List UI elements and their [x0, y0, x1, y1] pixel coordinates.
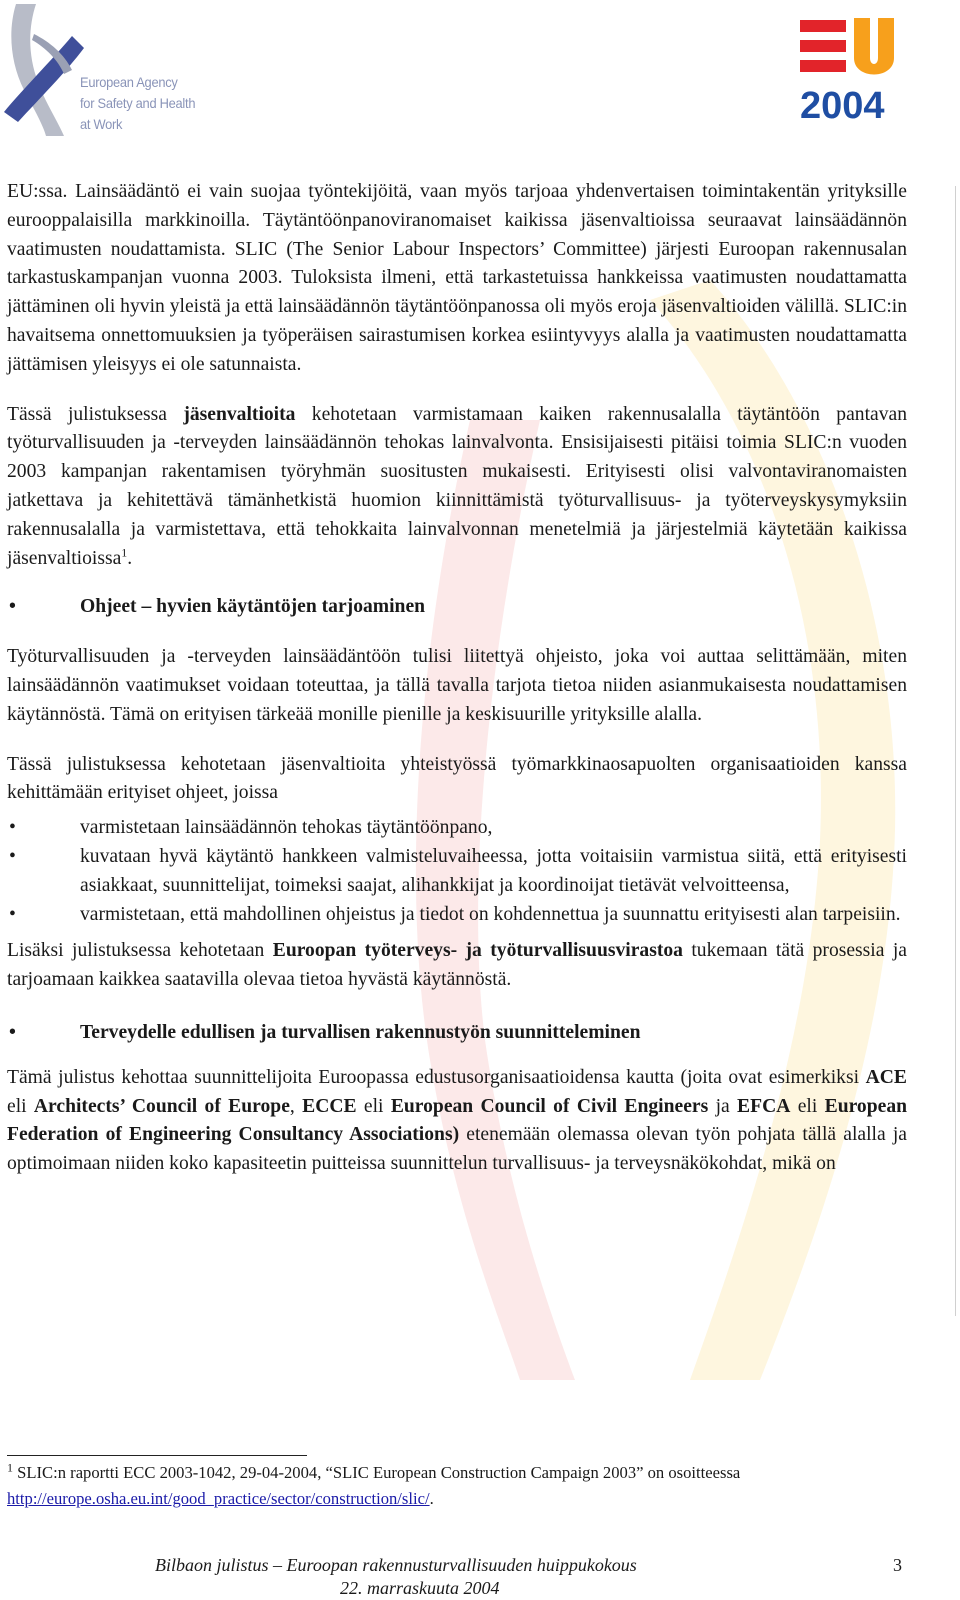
emphasis: European Council of Civil Engineers: [390, 1095, 709, 1117]
footnote-text: SLIC:n raportti ECC 2003-1042, 29-04-2004, “SLIC European Construction Campaign 2003” on osoitteessa: [13, 1463, 741, 1482]
bullet-icon: •: [9, 903, 16, 925]
emphasis: jäsenvaltioita: [183, 403, 296, 425]
eu-logo-year: 2004: [800, 85, 885, 126]
emphasis: Architects’ Council of Europe: [33, 1095, 290, 1117]
bullet-list: [7, 814, 907, 929]
heading-text: Ohjeet – hyvien käytäntöjen tarjoaminen: [80, 596, 426, 618]
text-run: ,: [289, 1095, 303, 1117]
list-item-text: kuvataan hyvä käytäntö hankkeen valmisteluvaiheessa, jotta voitaisiin varmistua siitä, että erityisesti asiakkaat, suunnittelijat, toimeksi saajat, alihankkijat ja koordinoijat tietävät velvoitteensa,: [80, 845, 907, 896]
bullet-icon: •: [9, 845, 16, 867]
footnote-number: 1: [7, 1460, 13, 1475]
eu-2004-logo: [798, 14, 908, 126]
footnote-ref[interactable]: 1: [121, 545, 128, 560]
section-heading: [7, 1019, 907, 1048]
text-run: Tämä julistus kehottaa suunnittelijoita Euroopassa edustusorganisaatioidensa kautta (joita ovat esimerkiksi: [7, 1066, 866, 1088]
list-item-text: varmistetaan lainsäädännön tehokas täytäntöönpano,: [80, 817, 493, 839]
text-run: ja: [708, 1095, 738, 1117]
text-run: Lisäksi julistuksessa kehotetaan: [7, 940, 273, 962]
list-item-text: varmistetaan, että mahdollinen ohjeistus ja tiedot on kohdennettua ja suunnattu erityisesti alan tarpeisiin.: [80, 903, 901, 925]
paragraph: Työturvallisuuden ja -terveyden lainsäädäntöön tulisi liitettyä ohjeisto, joka voi auttaa selittämään, miten lainsäädännön vaatimukset voidaan toteuttaa, ja tällä tavalla tarjota tietoa niiden asianmukaisesta noudattamisen käytännöstä. Tämä on erityisen tärkeää monille pienille ja keskisuurille yrityksille alalla.: [7, 646, 907, 725]
text-run: kehotetaan varmistamaan kaiken rakennusalalla täytäntöön pantavan työturvallisuuden ja -terveyden lainsäädännön tehokas lainvalvonta. Ensisijaisesti pitäisi toimia SLIC:n vuoden 2003 kampanjan rakentamisen työryhmän suositusten mukaisesti. Erityisesti olisi valvontaviranomaisten jatkettava ja kehitettävä tämänhetkistä huomion kiinnittämistä työturvallisuus- ja työterveyskysymyksiin rakennusalalla ja varmistettava, että tehokkaita lainvalvonnan menetelmiä ja järjestelmiä käytetään kaikissa jäsenvaltioissa: [7, 403, 908, 569]
footnote: [7, 1460, 907, 1512]
margin-line: [955, 186, 956, 1316]
agency-name: [80, 72, 195, 135]
bullet-icon: •: [9, 1021, 16, 1043]
text-run: .: [429, 1489, 434, 1508]
text-run: etenemään olemassa olevan työn pohjata tällä alalla ja optimoimaan niiden koko kapasiteetin puitteissa suunnittelun turvallisuus- ja terveysnäkökohdat, mikä on: [7, 1124, 907, 1175]
footer-title: Bilbaon julistus – Euroopan rakennusturvallisuuden huippukokous: [155, 1555, 637, 1575]
page-header: [0, 0, 960, 150]
agency-line: European Agency: [80, 74, 178, 90]
emphasis: Euroopan työterveys- ja työturvallisuusvirastoa: [272, 940, 683, 962]
agency-line: for Safety and Health: [80, 95, 196, 111]
emphasis: EFCA: [737, 1095, 791, 1117]
paragraph: Tässä julistuksessa kehotetaan jäsenvaltioita yhteistyössä työmarkkinaosapuolten organisaatioiden kanssa kehittämään erityiset ohjeet, joissa: [7, 753, 907, 804]
emphasis: ACE: [865, 1066, 907, 1088]
agency-line: at Work: [80, 116, 123, 132]
bullet-icon: •: [9, 596, 16, 618]
bullet-icon: •: [9, 817, 16, 839]
heading-text: Terveydelle edullisen ja turvallisen rakennustyön suunnitteleminen: [80, 1021, 641, 1043]
paragraph: EU:ssa. Lainsäädäntö ei vain suojaa työntekijöitä, vaan myös tarjoaa yhdenvertaisen toimintakentän yrityksille eurooppalaisilla markkinoilla. Täytäntöönpanoviranomaiset kaikissa jäsenvaltioissa seuraavat lainsäädännön vaatimusten noudattamista. SLIC (The Senior Labour Inspectors’ Committee) järjesti Euroopan rakennusalan tarkastuskampanjan vuonna 2003. Tuloksista ilmeni, että tarkastetuissa hankkeissa vaatimusten noudattamatta jättäminen oli hyvin yleistä ja että lainsäädännön täytäntöönpanossa oli myös eroja jäsenvaltioiden välillä. SLIC:in havaitsema onnettomuuksien ja työperäisen sairastumisen korkea esiintyvyys alalla ja vaatimusten noudattamatta jättämisen yleisyys ei ole satunnaista.: [7, 181, 908, 375]
paragraph: [7, 937, 907, 995]
paragraph: [7, 401, 907, 574]
page-number: 3: [893, 1555, 902, 1575]
text-run: .: [127, 547, 133, 569]
footer-date: 22. marraskuuta 2004: [340, 1578, 500, 1598]
emphasis: European Federation of Engineering Consultancy Associations): [7, 1095, 908, 1146]
paragraph: [7, 1064, 907, 1179]
document-body: [7, 178, 907, 1179]
text-run: Tässä julistuksessa: [7, 403, 184, 425]
footnote-link[interactable]: http://europe.osha.eu.int/good_practice/sector/construction/slic/: [7, 1489, 430, 1508]
emphasis: ECCE: [302, 1095, 357, 1117]
list-item: [7, 843, 907, 901]
text-run: eli: [356, 1095, 391, 1117]
list-item: [7, 901, 907, 930]
text-run: eli: [7, 1095, 34, 1117]
list-item: [7, 814, 907, 843]
text-run: eli: [790, 1095, 825, 1117]
section-heading: [7, 593, 907, 622]
footnote-separator: [7, 1455, 307, 1456]
text-run: tukemaan tätä prosessia ja tarjoamaan kaikkea saatavilla olevaa tietoa hyvästä käytännöstä.: [7, 940, 907, 991]
